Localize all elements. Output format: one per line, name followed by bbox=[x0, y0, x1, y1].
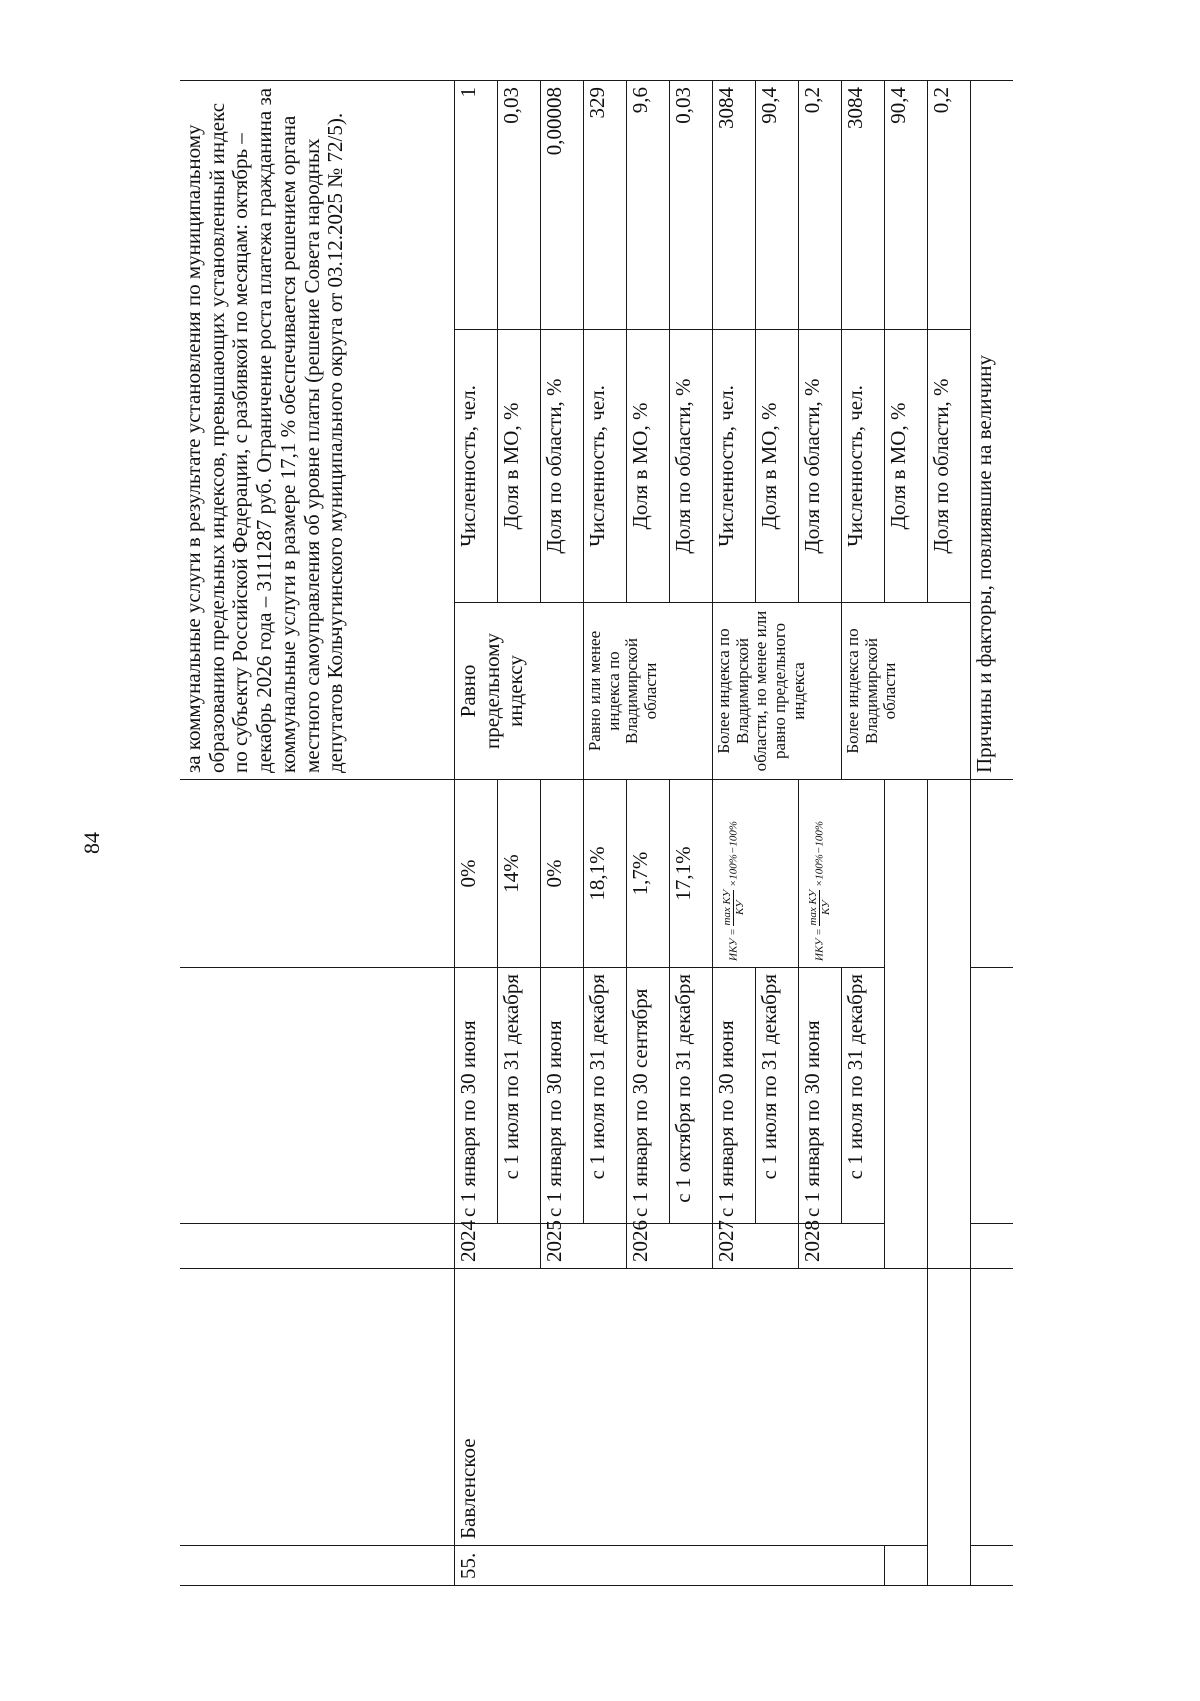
index-cell: 18,1% bbox=[584, 780, 627, 968]
period-cell-empty bbox=[180, 968, 455, 1224]
metric-label: Численность, чел. bbox=[713, 330, 756, 603]
metric-label: Численность, чел. bbox=[842, 330, 885, 603]
metric-label: Численность, чел. bbox=[455, 330, 498, 603]
row-number: 55. bbox=[455, 1546, 885, 1586]
year-cell-empty bbox=[971, 1224, 1014, 1269]
period-cell: с 1 января по 30 июня bbox=[455, 968, 498, 1224]
municipality-name: Бавленское bbox=[455, 1269, 928, 1546]
year-cell: 2025 bbox=[541, 1224, 627, 1269]
index-cell: 1,7% bbox=[627, 780, 670, 968]
metric-value: 1 bbox=[455, 80, 498, 329]
num-cell-empty bbox=[885, 1546, 928, 1586]
period-cell: с 1 января по 30 июня bbox=[541, 968, 584, 1224]
metric-value: 0,03 bbox=[498, 80, 541, 329]
group-label: Более индекса по Владимирской области, но менее или равно предельного индекса bbox=[713, 603, 842, 780]
metric-label: Доля по области, % bbox=[928, 330, 971, 603]
year-cell: 2027 bbox=[713, 1224, 799, 1269]
name-cell-empty bbox=[928, 1269, 971, 1546]
index-formula: ИКУ = max КУ КУ ×100%−100% bbox=[799, 780, 885, 968]
metric-value: 90,4 bbox=[885, 80, 928, 329]
footer-text: Причины и факторы, повлиявшие на величину bbox=[971, 80, 1014, 779]
metric-label: Доля по области, % bbox=[541, 330, 584, 603]
metric-label: Доля по области, % bbox=[670, 330, 713, 603]
metric-label: Доля в МО, % bbox=[756, 330, 799, 603]
metric-value: 329 bbox=[584, 80, 627, 329]
period-cell: с 1 июля по 31 декабря bbox=[584, 968, 627, 1224]
continuation-row bbox=[180, 80, 455, 1585]
period-cell: с 1 июля по 31 декабря bbox=[842, 968, 885, 1224]
period-cell: с 1 октября по 31 декабря bbox=[670, 968, 713, 1224]
metric-value: 0,03 bbox=[670, 80, 713, 329]
period-cell: с 1 июля по 31 декабря bbox=[756, 968, 799, 1224]
metric-value: 3084 bbox=[842, 80, 885, 329]
year-cell-empty bbox=[180, 1224, 455, 1269]
page-number: 84 bbox=[79, 832, 104, 854]
index-cell: 0% bbox=[455, 780, 498, 968]
metric-label: Доля в МО, % bbox=[498, 330, 541, 603]
blank-cell bbox=[928, 780, 971, 1269]
continuation-text: за коммунальные услуги в результате установления по муниципальному образованию предельных индексов, превышающих установленный индекс по субъекту Российской Федерации, с разбивкой по месяцам: октябрь – декабрь 2026 года – 3111287 руб. Ограничение роста платежа гражданина за коммунальные услуги в размере 17,1 % обеспечивается решением органа местного самоуправления об уровне платы (решение Совета народных депутатов Кольчугинского муниципального округа от 03.12.2025 № 72/5). bbox=[180, 80, 455, 779]
rotated-table-container bbox=[180, 81, 1130, 1586]
metric-label: Доля в МО, % bbox=[885, 330, 928, 603]
metric-value: 0,2 bbox=[928, 80, 971, 329]
num-cell-empty bbox=[928, 1546, 971, 1586]
year-cell: 2024 bbox=[455, 1224, 541, 1269]
blank-cell bbox=[885, 780, 928, 1269]
metric-value: 0,00008 bbox=[541, 80, 584, 329]
metric-label: Доля в МО, % bbox=[627, 330, 670, 603]
num-cell-empty bbox=[971, 1546, 1014, 1586]
group-label: Равно или менее индекса по Владимирской области bbox=[584, 603, 713, 780]
index-cell: 14% bbox=[498, 780, 541, 968]
group-label: Равно предельному индексу bbox=[455, 603, 584, 780]
tariff-table bbox=[180, 80, 1013, 1586]
index-cell: 0% bbox=[541, 780, 584, 968]
name-cell-empty bbox=[971, 1269, 1014, 1546]
metric-value: 90,4 bbox=[756, 80, 799, 329]
period-cell: с 1 января по 30 сентября bbox=[627, 968, 670, 1224]
index-cell-empty bbox=[971, 780, 1014, 968]
metric-label: Доля по области, % bbox=[799, 330, 842, 603]
period-cell: с 1 января по 30 июня bbox=[713, 968, 756, 1224]
group-label: Более индекса по Владимирской области bbox=[842, 603, 971, 780]
metric-value: 0,2 bbox=[799, 80, 842, 329]
name-cell-empty bbox=[180, 1269, 455, 1546]
num-cell-empty bbox=[180, 1546, 455, 1586]
index-formula: ИКУ = max КУ КУ ×100%−100% bbox=[713, 780, 799, 968]
year-cell: 2026 bbox=[627, 1224, 713, 1269]
metric-value: 9,6 bbox=[627, 80, 670, 329]
index-cell-empty bbox=[180, 780, 455, 968]
metric-value: 3084 bbox=[713, 80, 756, 329]
period-cell: с 1 июля по 31 декабря bbox=[498, 968, 541, 1224]
period-cell-empty bbox=[971, 968, 1014, 1224]
index-cell: 17,1% bbox=[670, 780, 713, 968]
year-cell: 2028 bbox=[799, 1224, 885, 1269]
metric-label: Численность, чел. bbox=[584, 330, 627, 603]
period-cell: с 1 января по 30 июня bbox=[799, 968, 842, 1224]
